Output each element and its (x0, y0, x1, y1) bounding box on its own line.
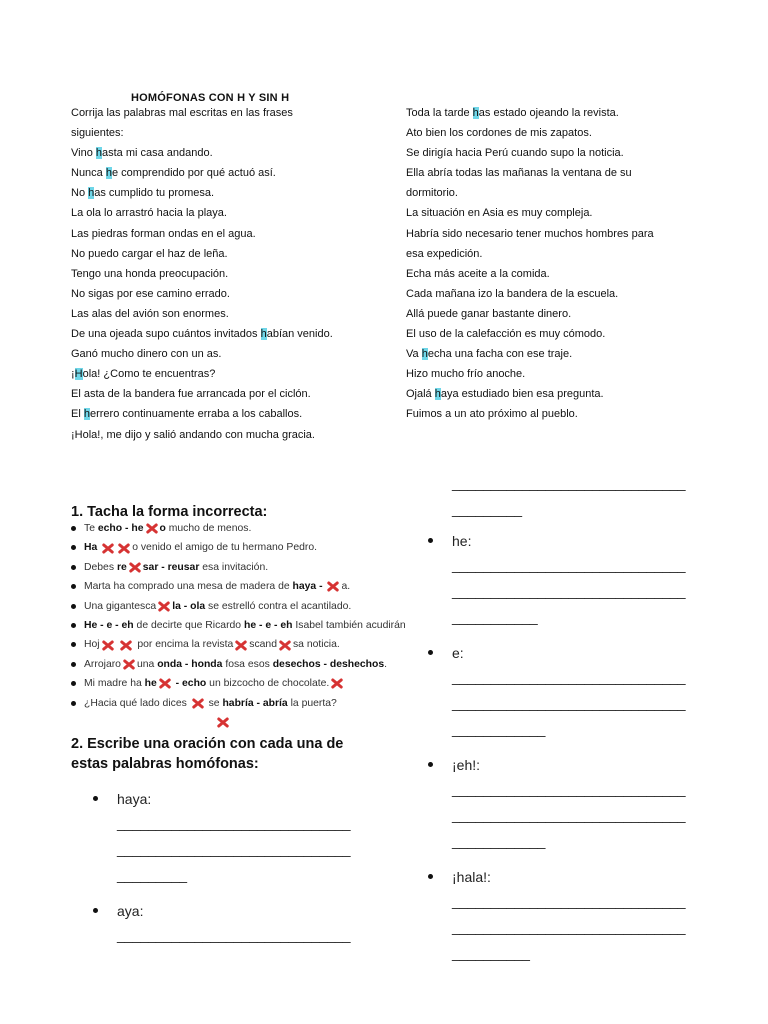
sentence-line (406, 163, 706, 183)
answer-line[interactable]: _________ (452, 501, 523, 517)
bullet-icon (428, 874, 433, 879)
text-segment: Ato bien los cordones de mis zapatos. (406, 127, 592, 140)
left-word-prompts (71, 788, 381, 948)
bullet-icon (71, 623, 76, 628)
answer-line[interactable]: ______________________________ (452, 919, 686, 935)
bullet-icon (428, 762, 433, 767)
text-segment: - echo (172, 678, 207, 690)
exercise-2-title: 2. Escribe una oración con cada una de estas palabras homófonas: (71, 736, 344, 772)
sentence-line (71, 425, 391, 445)
sentence-line (406, 264, 706, 284)
text-segment: Ganó mucho dinero con un as. (71, 348, 222, 361)
text-segment: se (205, 697, 223, 709)
text-segment: a. (341, 581, 351, 593)
text-segment: Va (406, 348, 422, 361)
text-segment: Ha (84, 542, 98, 554)
text-segment: No (71, 187, 89, 200)
text-segment: Mi madre ha (84, 678, 145, 690)
text-segment: e comprendido por qué actuó así. (111, 167, 276, 180)
highlighted-letter: h (88, 187, 95, 200)
answer-line[interactable]: ______________________________ (452, 781, 686, 797)
exercise-1-item (71, 674, 391, 693)
cross-mark-icon (191, 697, 205, 709)
highlighted-letter: h (434, 388, 441, 401)
text-segment: No sigas por ese camino errado. (71, 287, 230, 300)
bullet-icon (428, 538, 433, 543)
text-segment: esa invitación. (199, 561, 269, 573)
cross-mark-icon (234, 639, 248, 651)
text-segment: Las piedras forman ondas en el agua. (71, 227, 256, 240)
text-segment: haya - (292, 581, 323, 593)
exercise-1-item (71, 538, 391, 557)
sentence-line (71, 224, 391, 244)
cross-mark-icon (330, 677, 344, 689)
text-segment (97, 542, 100, 553)
exercise-1-item (71, 635, 391, 654)
cross-mark-icon (145, 522, 159, 534)
text-segment: he (144, 678, 157, 690)
text-segment: fosa esos (222, 658, 273, 670)
text-segment (323, 581, 326, 592)
cross-mark-icon (122, 658, 136, 670)
text-segment: re (116, 561, 127, 573)
text-segment: se estrelló contra el acantilado. (205, 600, 352, 612)
sentence-line (406, 344, 706, 364)
text-segment: Ojalá (406, 388, 435, 401)
text-segment: Hoj (84, 639, 100, 651)
cross-mark-icon (119, 639, 133, 651)
text-segment: aya estudiado bien esa pregunta. (440, 388, 604, 401)
cross-mark-icon (117, 542, 131, 554)
cross-mark-icon (157, 600, 171, 612)
highlighted-letter: h (260, 328, 267, 341)
answer-line[interactable]: ______________________________ (452, 893, 686, 909)
text-segment: ola! ¿Como te encuentras? (82, 368, 216, 381)
highlighted-letter: h (105, 167, 112, 180)
word-continuation (406, 470, 726, 522)
text-segment: errero continuamente erraba a los caballos. (89, 408, 303, 421)
sentences-left-column (71, 103, 391, 445)
text-segment: . (384, 658, 388, 670)
word-prompt (406, 754, 726, 854)
word-label: e: (452, 645, 464, 661)
word-label: ¡eh!: (452, 757, 481, 773)
cross-mark-icon (326, 580, 340, 592)
word-prompt (406, 642, 726, 742)
text-segment: asta mi casa andando. (102, 147, 213, 160)
cross-mark-icon (278, 639, 292, 651)
text-segment: la - ola (172, 600, 206, 612)
text-segment: La ola lo arrastró hacia la playa. (71, 207, 227, 220)
sentence-line (406, 364, 706, 384)
sentence-line (406, 384, 706, 404)
bullet-icon (71, 701, 76, 706)
exercise-1-title: 1. Tacha la forma incorrecta: (71, 504, 268, 520)
text-segment: onda - honda (157, 658, 223, 670)
text-segment: Vino (71, 147, 96, 160)
text-segment: un bizcocho de chocolate. (206, 678, 330, 690)
text-segment: Se dirigía hacia Perú cuando supo la noticia. (406, 147, 624, 160)
text-segment: Allá puede ganar bastante dinero. (406, 307, 572, 320)
text-segment: Corrija las palabras mal escritas en las frases (71, 107, 293, 119)
text-segment: El uso de la calefacción es muy cómodo. (406, 328, 606, 341)
answer-line[interactable]: _________ (117, 867, 188, 883)
answer-line[interactable]: ___________ (452, 609, 538, 625)
word-prompt (406, 866, 726, 966)
text-segment: desechos - deshechos (272, 658, 385, 670)
bullet-icon (71, 584, 76, 589)
text-segment: he - e - eh (243, 619, 293, 631)
highlighted-letter: h (421, 348, 428, 361)
sentence-line (71, 304, 391, 324)
highlighted-letter: h (472, 107, 479, 119)
text-segment: Cada mañana izo la bandera de la escuela. (406, 287, 619, 300)
text-segment: Arrojaro (84, 658, 121, 670)
sentence-line (71, 384, 391, 404)
text-segment: as estado ojeando la revista. (478, 107, 619, 119)
sentence-line (406, 304, 706, 324)
text-segment: ¡ (71, 368, 75, 381)
bullet-icon (93, 796, 98, 801)
answer-line[interactable]: ____________ (452, 833, 546, 849)
text-segment: Habría sido necesario tener muchos hombres para (406, 227, 654, 240)
answer-line[interactable]: ______________________________ (117, 815, 351, 831)
text-segment: o (159, 523, 166, 534)
text-segment: He - e - eh (84, 619, 134, 631)
cross-mark-icon (101, 639, 115, 651)
text-segment: Echa más aceite a la comida. (406, 267, 550, 280)
bullet-icon (71, 662, 76, 667)
answer-line[interactable]: ______________________________ (452, 475, 686, 491)
bullet-icon (71, 526, 76, 531)
bullet-icon (71, 545, 76, 550)
text-segment: por encima la revista (134, 639, 234, 651)
sentence-line (71, 143, 391, 163)
text-segment: Fuimos a un ato próximo al pueblo. (406, 408, 578, 421)
bullet-icon (428, 650, 433, 655)
bullet-icon (71, 604, 76, 609)
answer-line[interactable]: ______________________________ (452, 557, 686, 573)
text-segment: Toda la tarde (406, 107, 473, 119)
text-segment: as cumplido tu promesa. (94, 187, 215, 200)
answer-line[interactable]: ______________________________ (452, 807, 686, 823)
highlighted-letter: h (95, 147, 102, 160)
sentence-line (406, 224, 706, 244)
bullet-icon (93, 908, 98, 913)
bullet-icon (71, 565, 76, 570)
text-segment: De una ojeada supo cuántos invitados (71, 328, 261, 341)
text-segment: una (136, 658, 158, 670)
sentence-line (71, 364, 391, 384)
text-segment: abían venido. (266, 328, 333, 341)
text-segment: ¡Hola!, me dijo y salió andando con mucha gracia. (71, 428, 315, 441)
answer-line[interactable]: ____________ (452, 721, 546, 737)
text-segment: Debes (84, 561, 117, 573)
sentence-line (71, 244, 391, 264)
exercise-1-item (71, 558, 391, 577)
highlighted-letter: h (83, 408, 90, 421)
exercise-1-item (71, 616, 406, 635)
highlighted-letter: H (74, 368, 83, 381)
cross-mark-icon (101, 542, 115, 554)
word-prompt (71, 900, 381, 948)
text-segment: Ella abría todas las mañanas la ventana de su (406, 167, 632, 180)
text-segment: Nunca (71, 167, 106, 180)
exercise-1-item (71, 519, 391, 538)
text-segment: scand (249, 639, 277, 651)
word-prompt (71, 788, 381, 888)
sentence-line (71, 284, 391, 304)
sentence-line (71, 264, 391, 284)
exercise-1-list (71, 519, 406, 713)
answer-line[interactable]: ______________________________ (117, 927, 351, 943)
word-label: haya: (117, 791, 152, 807)
sentence-line (406, 123, 706, 143)
text-segment: dormitorio. (406, 187, 458, 200)
word-prompt (406, 530, 726, 630)
text-segment: Marta ha comprado una mesa de madera de (84, 581, 293, 593)
right-word-prompts (406, 470, 726, 966)
text-segment: esa expedición. (406, 247, 483, 260)
sentence-line (406, 103, 706, 123)
text-segment: habría - abría (222, 697, 288, 709)
exercise-1-item (71, 655, 391, 674)
word-label: aya: (117, 903, 144, 919)
cross-mark-icon (128, 561, 142, 573)
text-segment: sar - reusar (142, 561, 200, 573)
text-segment: de decirte que Ricardo (133, 619, 244, 631)
sentence-line (406, 404, 706, 424)
sentence-line (71, 123, 391, 143)
answer-line[interactable]: ______________________________ (452, 583, 686, 599)
text-segment: Isabel también acudirán (292, 619, 406, 631)
sentence-line (71, 163, 391, 183)
text-segment: El (71, 408, 84, 421)
answer-line[interactable]: ______________________________ (452, 695, 686, 711)
sentences-right-column (406, 103, 706, 425)
bullet-icon (71, 642, 76, 647)
text-segment: No puedo cargar el haz de leña. (71, 247, 228, 260)
cross-mark-icon (216, 716, 230, 728)
sentence-line (406, 183, 706, 203)
answer-line[interactable]: ______________________________ (452, 669, 686, 685)
text-segment: mucho de menos. (165, 523, 252, 534)
cross-mark-icon (158, 677, 172, 689)
text-segment: siguientes: (71, 127, 124, 140)
text-segment: echa una facha con ese traje. (427, 348, 573, 361)
text-segment: Las alas del avión son enormes. (71, 307, 229, 320)
exercise-2-heading (71, 734, 371, 774)
sentence-line (406, 143, 706, 163)
sentence-line (406, 284, 706, 304)
text-segment: Tengo una honda preocupación. (71, 267, 229, 280)
sentence-line (71, 103, 391, 123)
text-segment (116, 639, 119, 650)
text-segment: la puerta? (287, 697, 337, 709)
text-segment: Hizo mucho frío anoche. (406, 368, 526, 381)
text-segment: echo - he (97, 523, 144, 534)
text-segment: Te (84, 523, 98, 534)
text-segment: sa noticia. (292, 639, 340, 651)
sentence-line (406, 244, 706, 264)
sentence-line (406, 203, 706, 223)
answer-line[interactable]: __________ (452, 945, 530, 961)
exercise-1-item (71, 577, 391, 596)
text-segment: El asta de la bandera fue arrancada por el ciclón. (71, 388, 311, 401)
exercise-1-item (71, 597, 391, 616)
bullet-icon (71, 681, 76, 686)
sentence-line (406, 324, 706, 344)
text-segment: Una gigantesca (84, 600, 157, 612)
worksheet-title: HOMÓFONAS CON H Y SIN H (131, 92, 290, 104)
sentence-line (71, 183, 391, 203)
sentence-line (71, 324, 391, 344)
answer-line[interactable]: ______________________________ (117, 841, 351, 857)
exercise-1-item (71, 694, 391, 713)
word-label: ¡hala!: (452, 869, 491, 885)
word-label: he: (452, 533, 472, 549)
sentence-line (71, 203, 391, 223)
text-segment: ¿Hacia qué lado dices (84, 697, 190, 709)
text-segment: o venido el amigo de tu hermano Pedro. (132, 542, 318, 554)
text-segment: La situación en Asia es muy compleja. (406, 207, 593, 220)
sentence-line (71, 404, 391, 424)
sentence-line (71, 344, 391, 364)
